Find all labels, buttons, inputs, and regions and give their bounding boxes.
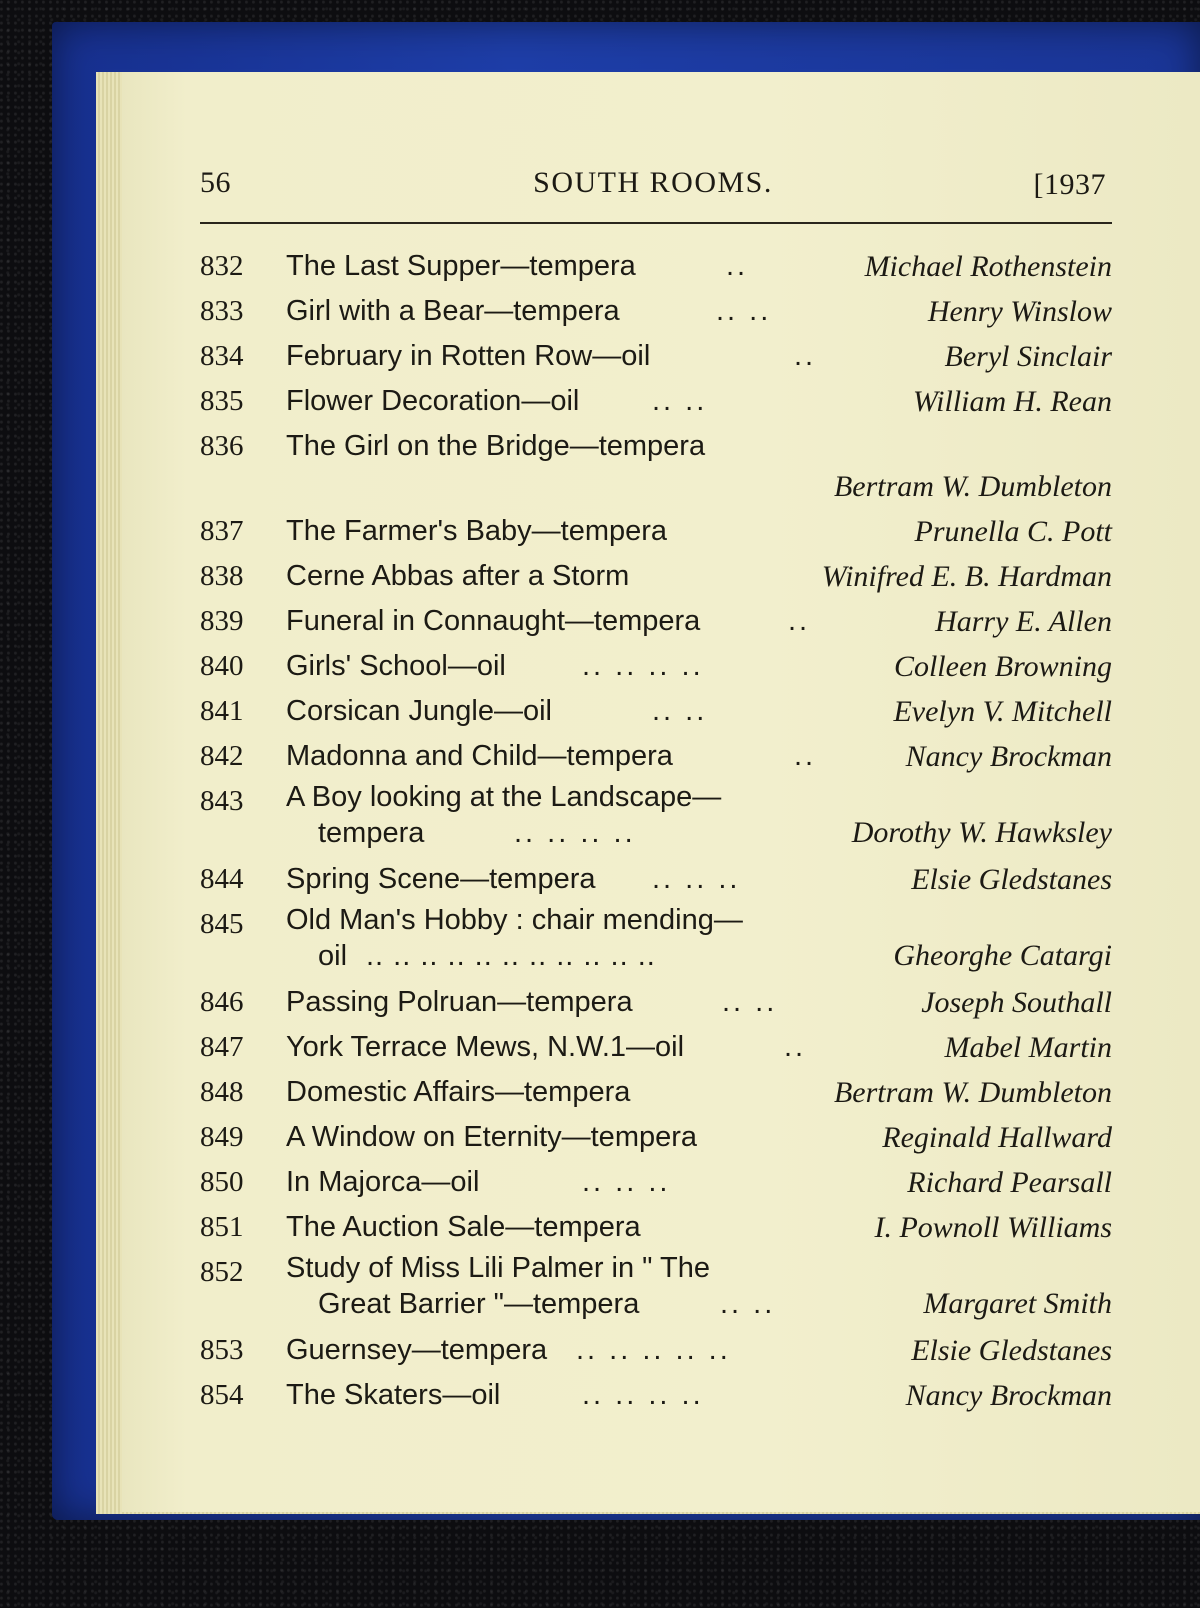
page-number: 56: [200, 166, 231, 199]
entry-artist: William H. Rean: [912, 385, 1112, 418]
entry-artist: Gheorghe Catargi: [893, 939, 1112, 972]
entry-artist: Joseph Southall: [921, 986, 1112, 1019]
dot-leader: .. .. ..: [652, 863, 741, 895]
entry-title-continued: oil: [318, 940, 348, 972]
entry-number: 840: [200, 650, 244, 682]
entry-title: Cerne Abbas after a Storm: [286, 560, 630, 592]
entry-artist: Evelyn V. Mitchell: [893, 695, 1112, 728]
entry-artist: Nancy Brockman: [905, 1379, 1112, 1412]
entry-title: A Window on Eternity—tempera: [286, 1121, 698, 1153]
catalogue-entry: [200, 1250, 1112, 1328]
entry-number: 838: [200, 560, 244, 592]
entry-artist: Elsie Gledstanes: [911, 1334, 1112, 1367]
entry-number: 832: [200, 250, 244, 282]
catalogue-entry: [200, 980, 1112, 1025]
entry-artist: Elsie Gledstanes: [911, 863, 1112, 896]
entry-artist: Richard Pearsall: [907, 1166, 1112, 1199]
entry-title-continued: tempera: [318, 817, 425, 849]
catalogue-entry: [200, 1070, 1112, 1115]
catalogue-entry: [200, 902, 1112, 980]
entry-number: 847: [200, 1031, 244, 1063]
dot-leader: .. .. .. ..: [582, 650, 704, 682]
catalogue-entry: [200, 1328, 1112, 1373]
header-rule: [200, 222, 1112, 224]
catalogue-entry: [200, 289, 1112, 334]
entry-title: February in Rotten Row—oil: [286, 340, 651, 372]
entry-title: A Boy looking at the Landscape—: [286, 781, 722, 813]
catalogue-entry: [200, 599, 1112, 644]
entry-title: Madonna and Child—tempera: [286, 740, 673, 772]
entry-artist: Bertram W. Dumbleton: [833, 1076, 1112, 1109]
entry-number: 850: [200, 1166, 244, 1198]
catalogue-list: [200, 244, 1112, 1418]
catalogue-entry: [200, 554, 1112, 599]
entry-number: 834: [200, 340, 244, 372]
dot-leader: ..: [784, 1031, 807, 1063]
entry-title: Domestic Affairs—tempera: [286, 1076, 631, 1108]
entry-title: Spring Scene—tempera: [286, 863, 596, 895]
entry-number: 853: [200, 1334, 244, 1366]
catalogue-entry: [200, 1205, 1112, 1250]
entry-title: In Majorca—oil: [286, 1166, 480, 1198]
entry-title: The Last Supper—tempera: [286, 250, 636, 282]
catalogue-entry: [200, 734, 1112, 779]
entry-number: 839: [200, 605, 244, 637]
entry-artist: Henry Winslow: [927, 295, 1112, 328]
dot-leader: .. .. .. .. ..: [576, 1334, 731, 1366]
entry-number: 843: [200, 785, 244, 817]
entry-number: 854: [200, 1379, 244, 1411]
catalogue-entry: [200, 1025, 1112, 1070]
catalogue-entry: [200, 334, 1112, 379]
catalogue-entry: [200, 509, 1112, 554]
entry-number: 842: [200, 740, 244, 772]
dot-leader: .. .. .. ..: [514, 817, 636, 849]
entry-artist: Margaret Smith: [923, 1287, 1112, 1320]
entry-artist: Reginald Hallward: [882, 1121, 1112, 1154]
entry-number: 849: [200, 1121, 244, 1153]
entry-number: 848: [200, 1076, 244, 1108]
entry-artist: Bertram W. Dumbleton: [833, 470, 1112, 503]
entry-artist: Dorothy W. Hawksley: [851, 816, 1112, 849]
catalogue-entry: [200, 244, 1112, 289]
dot-leader: ..: [794, 340, 817, 372]
catalogue-entry: [200, 689, 1112, 734]
dot-leader: .. ..: [652, 385, 708, 417]
catalogue-entry: [200, 424, 1112, 509]
entry-artist: Harry E. Allen: [935, 605, 1112, 638]
entry-number: 846: [200, 986, 244, 1018]
dot-leader: .. ..: [716, 295, 772, 327]
entry-title: Corsican Jungle—oil: [286, 695, 552, 727]
entry-number: 836: [200, 430, 244, 462]
dot-leader: ..: [726, 250, 749, 282]
entry-title: Study of Miss Lili Palmer in " The: [286, 1252, 710, 1284]
entry-artist: Mabel Martin: [944, 1031, 1112, 1064]
entry-title: The Farmer's Baby—tempera: [286, 515, 668, 547]
entry-title: Passing Polruan—tempera: [286, 986, 633, 1018]
entry-title: Girl with a Bear—tempera: [286, 295, 620, 327]
entry-title: York Terrace Mews, N.W.1—oil: [286, 1031, 685, 1063]
dot-leader: .. ..: [652, 695, 708, 727]
catalogue-entry: [200, 1160, 1112, 1205]
running-head: [200, 158, 1106, 210]
entry-number: 833: [200, 295, 244, 327]
entry-title: Flower Decoration—oil: [286, 385, 580, 417]
dot-leader: ..: [794, 740, 817, 772]
dot-leader: .. ..: [722, 986, 778, 1018]
section-title: SOUTH ROOMS.: [533, 166, 773, 199]
dot-leader: ..: [788, 605, 811, 637]
entry-title: The Girl on the Bridge—tempera: [286, 430, 706, 462]
entry-artist: Michael Rothenstein: [864, 250, 1112, 283]
entry-number: 837: [200, 515, 244, 547]
entry-title: Funeral in Connaught—tempera: [286, 605, 701, 637]
entry-number: 841: [200, 695, 244, 727]
entry-title: The Skaters—oil: [286, 1379, 501, 1411]
entry-title: Guernsey—tempera: [286, 1334, 548, 1366]
dot-leader: .. ..: [720, 1288, 776, 1320]
dot-leader: .. .. .. ..: [582, 1379, 704, 1411]
book-page: [122, 72, 1200, 1512]
entry-number: 845: [200, 908, 244, 940]
entry-artist: Nancy Brockman: [905, 740, 1112, 773]
entry-title-continued: Great Barrier "—tempera: [318, 1288, 640, 1320]
entry-number: 844: [200, 863, 244, 895]
catalogue-entry: [200, 857, 1112, 902]
entry-artist: Beryl Sinclair: [944, 340, 1112, 373]
entry-artist: Winifred E. B. Hardman: [821, 560, 1112, 593]
catalogue-entry: [200, 1115, 1112, 1160]
dot-leader: .. .. .. .. .. .. .. .. .. .. ..: [366, 940, 656, 972]
entry-artist: Colleen Browning: [893, 650, 1112, 683]
catalogue-entry: [200, 644, 1112, 689]
catalogue-entry: [200, 779, 1112, 857]
entry-number: 852: [200, 1256, 244, 1288]
entry-title: The Auction Sale—tempera: [286, 1211, 641, 1243]
catalogue-entry: [200, 1373, 1112, 1418]
entry-number: 835: [200, 385, 244, 417]
entry-artist: I. Pownoll Williams: [874, 1211, 1112, 1244]
entry-title: Girls' School—oil: [286, 650, 506, 682]
catalogue-entry: [200, 379, 1112, 424]
entry-number: 851: [200, 1211, 244, 1243]
entry-artist: Prunella C. Pott: [914, 515, 1112, 548]
year-label: [1937: [1033, 168, 1106, 201]
dot-leader: .. .. ..: [582, 1166, 671, 1198]
entry-title: Old Man's Hobby : chair mending—: [286, 904, 743, 936]
